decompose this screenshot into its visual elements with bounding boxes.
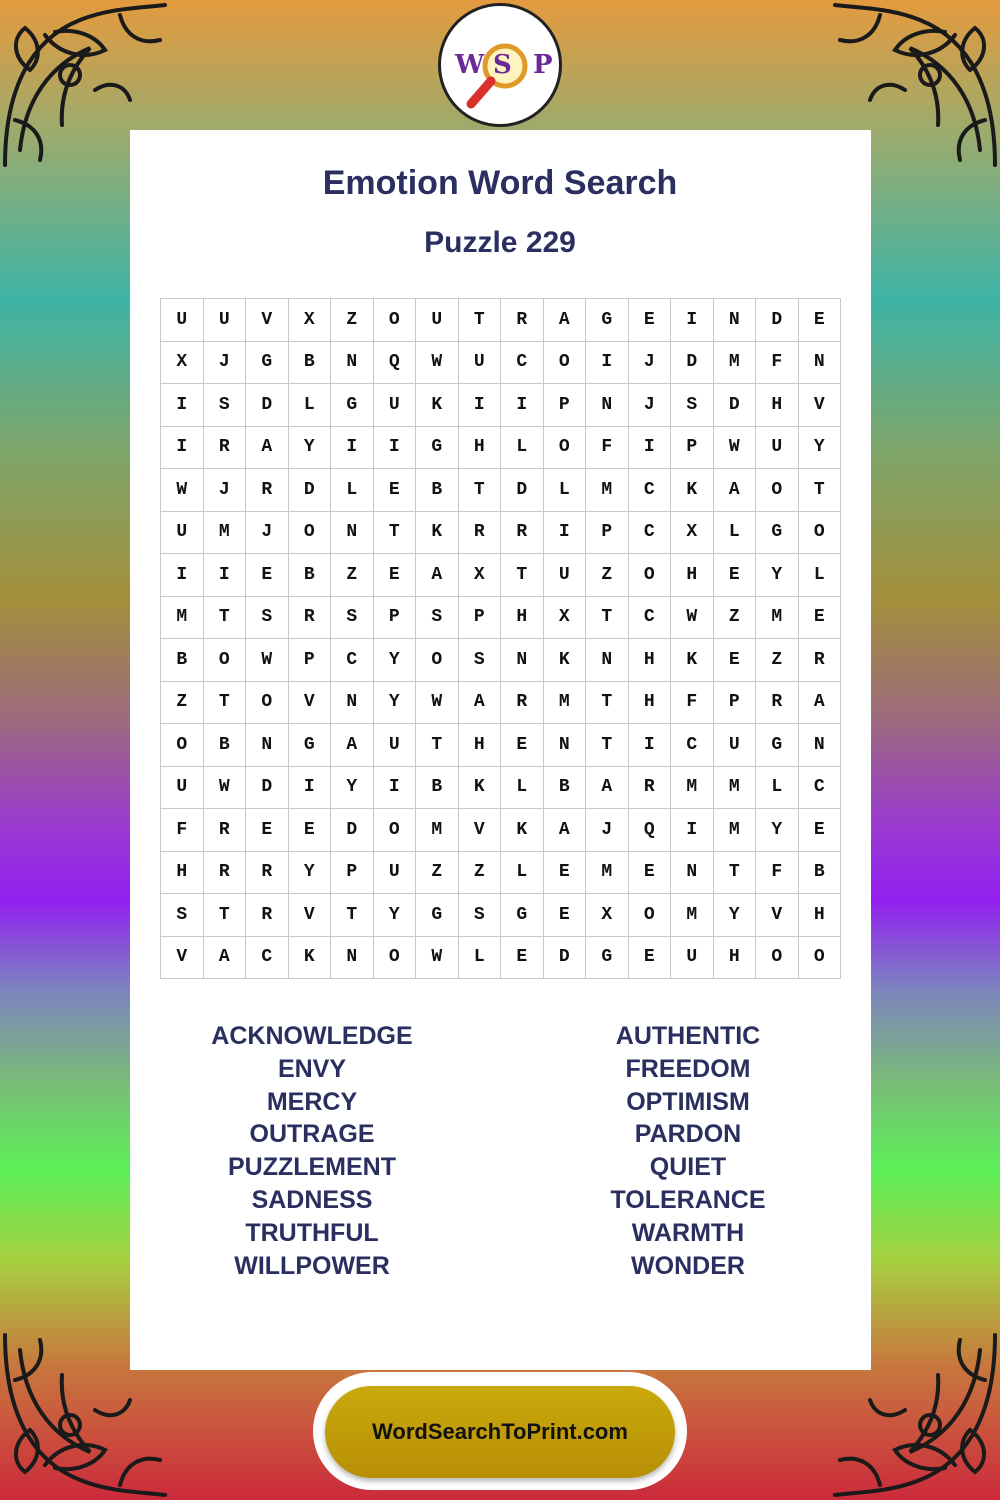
grid-cell[interactable]: O: [544, 427, 587, 470]
grid-cell[interactable]: I: [331, 427, 374, 470]
puzzle-number: Puzzle 229: [424, 226, 576, 259]
grid-cell[interactable]: Z: [714, 597, 757, 640]
grid-cell[interactable]: O: [289, 512, 332, 555]
word-list-item: TRUTHFUL: [245, 1218, 379, 1247]
grid-cell[interactable]: E: [629, 937, 672, 980]
grid-cell[interactable]: F: [756, 342, 799, 385]
grid-cell[interactable]: U: [416, 299, 459, 342]
grid-cell[interactable]: G: [586, 299, 629, 342]
grid-cell[interactable]: O: [246, 682, 289, 725]
grid-cell[interactable]: O: [374, 937, 417, 980]
grid-cell[interactable]: F: [756, 852, 799, 895]
grid-cell[interactable]: U: [714, 724, 757, 767]
grid-cell[interactable]: E: [246, 554, 289, 597]
grid-cell[interactable]: R: [246, 894, 289, 937]
grid-cell[interactable]: N: [544, 724, 587, 767]
grid-cell[interactable]: G: [586, 937, 629, 980]
grid-cell[interactable]: C: [629, 597, 672, 640]
grid-cell[interactable]: S: [331, 597, 374, 640]
grid-cell[interactable]: X: [459, 554, 502, 597]
grid-cell[interactable]: F: [671, 682, 714, 725]
grid-cell[interactable]: O: [756, 469, 799, 512]
grid-cell[interactable]: R: [289, 597, 332, 640]
grid-cell[interactable]: Y: [374, 639, 417, 682]
grid-cell[interactable]: S: [459, 894, 502, 937]
grid-cell[interactable]: E: [799, 299, 842, 342]
grid-cell[interactable]: I: [629, 724, 672, 767]
grid-cell[interactable]: P: [544, 384, 587, 427]
grid-cell[interactable]: H: [714, 937, 757, 980]
word-list-item: AUTHENTIC: [615, 1022, 761, 1050]
grid-cell[interactable]: L: [501, 427, 544, 470]
grid-cell[interactable]: R: [501, 682, 544, 725]
grid-cell[interactable]: Y: [289, 427, 332, 470]
grid-cell[interactable]: O: [374, 299, 417, 342]
word-list-item: FREEDOM: [625, 1054, 751, 1083]
grid-cell[interactable]: E: [544, 894, 587, 937]
grid-cell[interactable]: A: [416, 554, 459, 597]
grid-cell[interactable]: S: [161, 894, 204, 937]
grid-cell[interactable]: C: [671, 724, 714, 767]
grid-cell[interactable]: L: [544, 469, 587, 512]
grid-cell[interactable]: K: [416, 512, 459, 555]
grid-cell[interactable]: W: [416, 937, 459, 980]
grid-cell[interactable]: Z: [331, 554, 374, 597]
grid-cell[interactable]: U: [161, 767, 204, 810]
grid-cell[interactable]: E: [714, 554, 757, 597]
grid-cell[interactable]: D: [671, 342, 714, 385]
grid-cell[interactable]: K: [416, 384, 459, 427]
grid-cell[interactable]: R: [459, 512, 502, 555]
grid-cell[interactable]: L: [289, 384, 332, 427]
grid-cell[interactable]: T: [204, 894, 247, 937]
grid-cell[interactable]: T: [799, 469, 842, 512]
grid-cell[interactable]: W: [246, 639, 289, 682]
grid-cell[interactable]: K: [459, 767, 502, 810]
grid-cell[interactable]: A: [459, 682, 502, 725]
word-list-item: SADNESS: [251, 1185, 373, 1214]
grid-cell[interactable]: M: [544, 682, 587, 725]
logo-letter-p: P: [533, 50, 553, 80]
grid-cell[interactable]: Z: [586, 554, 629, 597]
grid-cell[interactable]: V: [799, 384, 842, 427]
grid-cell[interactable]: O: [756, 937, 799, 980]
grid-cell[interactable]: H: [629, 682, 672, 725]
grid-cell[interactable]: E: [289, 809, 332, 852]
grid-cell[interactable]: A: [204, 937, 247, 980]
grid-cell[interactable]: K: [501, 809, 544, 852]
grid-cell[interactable]: S: [671, 384, 714, 427]
grid-cell[interactable]: L: [756, 767, 799, 810]
grid-cell[interactable]: E: [544, 852, 587, 895]
grid-cell[interactable]: H: [756, 384, 799, 427]
logo-letter-s: S: [493, 50, 512, 80]
word-list-item: PUZZLEMENT: [227, 1153, 397, 1182]
grid-cell[interactable]: T: [416, 724, 459, 767]
grid-cell[interactable]: O: [629, 894, 672, 937]
grid-cell[interactable]: E: [799, 809, 842, 852]
grid-cell[interactable]: Q: [629, 809, 672, 852]
grid-cell[interactable]: T: [204, 682, 247, 725]
grid-cell[interactable]: O: [544, 342, 587, 385]
grid-cell[interactable]: I: [671, 299, 714, 342]
grid-cell[interactable]: N: [799, 342, 842, 385]
grid-cell[interactable]: M: [714, 809, 757, 852]
grid-cell[interactable]: I: [161, 554, 204, 597]
grid-cell[interactable]: J: [629, 384, 672, 427]
grid-cell[interactable]: T: [331, 894, 374, 937]
grid-cell[interactable]: V: [289, 894, 332, 937]
grid-cell[interactable]: B: [161, 639, 204, 682]
grid-cell[interactable]: P: [459, 597, 502, 640]
grid-cell[interactable]: X: [289, 299, 332, 342]
grid-cell[interactable]: I: [629, 427, 672, 470]
grid-cell[interactable]: T: [586, 682, 629, 725]
grid-cell[interactable]: K: [289, 937, 332, 980]
grid-cell[interactable]: Y: [756, 554, 799, 597]
word-list-item: QUIET: [649, 1153, 727, 1182]
grid-cell[interactable]: D: [246, 767, 289, 810]
grid-cell[interactable]: L: [331, 469, 374, 512]
grid-cell[interactable]: U: [756, 427, 799, 470]
page-title: Emotion Word Search: [322, 164, 678, 202]
grid-cell[interactable]: N: [586, 639, 629, 682]
grid-cell[interactable]: M: [756, 597, 799, 640]
grid-cell[interactable]: R: [629, 767, 672, 810]
grid-cell[interactable]: A: [714, 469, 757, 512]
grid-cell[interactable]: S: [246, 597, 289, 640]
grid-cell[interactable]: E: [246, 809, 289, 852]
word-list-item: MERCY: [266, 1087, 358, 1116]
grid-cell[interactable]: M: [714, 342, 757, 385]
letter-grid: [160, 298, 841, 979]
grid-cell[interactable]: R: [799, 639, 842, 682]
grid-cell[interactable]: H: [671, 554, 714, 597]
grid-cell[interactable]: L: [501, 852, 544, 895]
grid-cell[interactable]: G: [416, 894, 459, 937]
grid-cell[interactable]: N: [331, 937, 374, 980]
grid-cell[interactable]: T: [459, 469, 502, 512]
grid-cell[interactable]: O: [204, 639, 247, 682]
grid-cell[interactable]: K: [671, 469, 714, 512]
grid-cell[interactable]: R: [204, 852, 247, 895]
grid-cell[interactable]: U: [544, 554, 587, 597]
grid-cell[interactable]: Z: [756, 639, 799, 682]
grid-cell[interactable]: N: [714, 299, 757, 342]
grid-cell[interactable]: J: [204, 342, 247, 385]
grid-cell[interactable]: U: [671, 937, 714, 980]
grid-cell[interactable]: G: [756, 724, 799, 767]
grid-cell[interactable]: Z: [416, 852, 459, 895]
grid-cell[interactable]: G: [331, 384, 374, 427]
grid-cell[interactable]: M: [204, 512, 247, 555]
grid-cell[interactable]: D: [501, 469, 544, 512]
grid-cell[interactable]: C: [501, 342, 544, 385]
grid-cell[interactable]: R: [246, 469, 289, 512]
grid-cell[interactable]: R: [756, 682, 799, 725]
grid-cell[interactable]: E: [501, 724, 544, 767]
grid-cell[interactable]: C: [799, 767, 842, 810]
word-list-item: WILLPOWER: [234, 1251, 390, 1280]
word-list-item: WARMTH: [631, 1218, 745, 1247]
grid-cell[interactable]: X: [544, 597, 587, 640]
grid-cell[interactable]: X: [586, 894, 629, 937]
logo-letter-w: W: [455, 50, 485, 80]
grid-cell[interactable]: I: [161, 384, 204, 427]
grid-cell[interactable]: U: [204, 299, 247, 342]
grid-cell[interactable]: P: [714, 682, 757, 725]
grid-cell[interactable]: Y: [714, 894, 757, 937]
grid-cell[interactable]: B: [289, 554, 332, 597]
grid-cell[interactable]: B: [416, 767, 459, 810]
grid-cell[interactable]: E: [501, 937, 544, 980]
grid-cell[interactable]: G: [246, 342, 289, 385]
grid-cell[interactable]: L: [799, 554, 842, 597]
grid-cell[interactable]: Y: [756, 809, 799, 852]
grid-cell[interactable]: N: [331, 682, 374, 725]
site-link-button[interactable]: WordSearchToPrint.com: [325, 1386, 675, 1478]
grid-cell[interactable]: Y: [374, 682, 417, 725]
grid-cell[interactable]: R: [501, 299, 544, 342]
word-list-item: OUTRAGE: [249, 1120, 375, 1149]
grid-cell[interactable]: U: [161, 299, 204, 342]
grid-cell[interactable]: R: [246, 852, 289, 895]
grid-cell[interactable]: Z: [459, 852, 502, 895]
grid-cell[interactable]: N: [331, 342, 374, 385]
grid-cell[interactable]: U: [374, 852, 417, 895]
grid-cell[interactable]: E: [629, 852, 672, 895]
grid-cell[interactable]: T: [714, 852, 757, 895]
grid-cell[interactable]: A: [799, 682, 842, 725]
grid-cell[interactable]: R: [501, 512, 544, 555]
grid-cell[interactable]: C: [629, 469, 672, 512]
grid-cell[interactable]: F: [586, 427, 629, 470]
grid-cell[interactable]: I: [374, 767, 417, 810]
grid-cell[interactable]: N: [331, 512, 374, 555]
grid-cell[interactable]: N: [246, 724, 289, 767]
grid-cell[interactable]: N: [586, 384, 629, 427]
grid-cell[interactable]: W: [161, 469, 204, 512]
grid-cell[interactable]: H: [501, 597, 544, 640]
grid-cell[interactable]: L: [459, 937, 502, 980]
grid-cell[interactable]: O: [799, 512, 842, 555]
grid-cell[interactable]: M: [671, 767, 714, 810]
grid-cell[interactable]: G: [416, 427, 459, 470]
grid-cell[interactable]: G: [289, 724, 332, 767]
grid-cell[interactable]: D: [289, 469, 332, 512]
grid-cell[interactable]: D: [756, 299, 799, 342]
grid-cell[interactable]: P: [331, 852, 374, 895]
grid-cell[interactable]: H: [459, 427, 502, 470]
grid-cell[interactable]: V: [161, 937, 204, 980]
word-list-item: ACKNOWLEDGE: [211, 1022, 413, 1050]
grid-cell[interactable]: T: [459, 299, 502, 342]
grid-cell[interactable]: R: [204, 809, 247, 852]
word-list-item: WONDER: [631, 1251, 745, 1280]
grid-cell[interactable]: J: [204, 469, 247, 512]
grid-cell[interactable]: O: [629, 554, 672, 597]
grid-cell[interactable]: V: [289, 682, 332, 725]
grid-cell[interactable]: W: [671, 597, 714, 640]
grid-cell[interactable]: E: [629, 299, 672, 342]
grid-cell[interactable]: B: [416, 469, 459, 512]
grid-cell[interactable]: C: [246, 937, 289, 980]
grid-cell[interactable]: N: [671, 852, 714, 895]
grid-cell[interactable]: Z: [161, 682, 204, 725]
wsp-logo: [438, 3, 562, 127]
grid-cell[interactable]: M: [161, 597, 204, 640]
grid-cell[interactable]: X: [161, 342, 204, 385]
grid-cell[interactable]: I: [501, 384, 544, 427]
grid-cell[interactable]: M: [714, 767, 757, 810]
grid-cell[interactable]: I: [204, 554, 247, 597]
grid-cell[interactable]: M: [671, 894, 714, 937]
grid-cell[interactable]: P: [289, 639, 332, 682]
grid-cell[interactable]: D: [714, 384, 757, 427]
grid-cell[interactable]: B: [544, 767, 587, 810]
grid-cell[interactable]: S: [459, 639, 502, 682]
word-list-item: ENVY: [277, 1054, 347, 1083]
grid-cell[interactable]: H: [799, 894, 842, 937]
grid-cell[interactable]: I: [544, 512, 587, 555]
grid-cell[interactable]: O: [416, 639, 459, 682]
grid-cell[interactable]: H: [459, 724, 502, 767]
grid-cell[interactable]: B: [289, 342, 332, 385]
grid-cell[interactable]: M: [416, 809, 459, 852]
grid-cell[interactable]: K: [671, 639, 714, 682]
grid-cell[interactable]: N: [501, 639, 544, 682]
grid-cell[interactable]: A: [246, 427, 289, 470]
grid-cell[interactable]: J: [586, 809, 629, 852]
grid-cell[interactable]: U: [374, 384, 417, 427]
grid-cell[interactable]: E: [799, 597, 842, 640]
word-list-item: TOLERANCE: [610, 1185, 766, 1214]
grid-cell[interactable]: W: [416, 682, 459, 725]
grid-cell[interactable]: I: [459, 384, 502, 427]
grid-cell[interactable]: F: [161, 809, 204, 852]
grid-cell[interactable]: E: [374, 469, 417, 512]
grid-cell[interactable]: A: [544, 299, 587, 342]
grid-cell[interactable]: E: [374, 554, 417, 597]
grid-cell[interactable]: L: [501, 767, 544, 810]
grid-cell[interactable]: T: [374, 512, 417, 555]
grid-cell[interactable]: W: [714, 427, 757, 470]
grid-cell[interactable]: V: [246, 299, 289, 342]
grid-cell[interactable]: T: [501, 554, 544, 597]
grid-cell[interactable]: M: [586, 852, 629, 895]
grid-cell[interactable]: C: [629, 512, 672, 555]
grid-cell[interactable]: Y: [289, 852, 332, 895]
grid-cell[interactable]: E: [714, 639, 757, 682]
grid-cell[interactable]: A: [586, 767, 629, 810]
grid-cell[interactable]: Y: [374, 894, 417, 937]
grid-cell[interactable]: M: [586, 469, 629, 512]
grid-cell[interactable]: K: [544, 639, 587, 682]
grid-cell[interactable]: W: [204, 767, 247, 810]
grid-cell[interactable]: B: [204, 724, 247, 767]
grid-cell[interactable]: T: [586, 597, 629, 640]
grid-cell[interactable]: T: [204, 597, 247, 640]
grid-cell[interactable]: C: [331, 639, 374, 682]
word-list-item: PARDON: [634, 1120, 742, 1149]
word-list-item: OPTIMISM: [626, 1087, 750, 1116]
grid-cell[interactable]: U: [161, 512, 204, 555]
grid-cell[interactable]: I: [289, 767, 332, 810]
grid-cell[interactable]: I: [586, 342, 629, 385]
grid-cell[interactable]: I: [671, 809, 714, 852]
grid-cell[interactable]: P: [586, 512, 629, 555]
grid-cell[interactable]: Y: [331, 767, 374, 810]
grid-cell[interactable]: O: [799, 937, 842, 980]
grid-cell[interactable]: Q: [374, 342, 417, 385]
grid-cell[interactable]: I: [161, 427, 204, 470]
grid-cell[interactable]: B: [799, 852, 842, 895]
grid-cell[interactable]: D: [331, 809, 374, 852]
grid-cell[interactable]: U: [374, 724, 417, 767]
grid-cell[interactable]: D: [246, 384, 289, 427]
grid-cell[interactable]: Y: [799, 427, 842, 470]
grid-cell[interactable]: I: [374, 427, 417, 470]
grid-cell[interactable]: W: [416, 342, 459, 385]
grid-cell[interactable]: P: [671, 427, 714, 470]
grid-cell[interactable]: D: [544, 937, 587, 980]
grid-cell[interactable]: G: [501, 894, 544, 937]
word-list-left: [162, 1020, 462, 1282]
grid-cell[interactable]: G: [756, 512, 799, 555]
grid-cell[interactable]: J: [246, 512, 289, 555]
grid-cell[interactable]: H: [161, 852, 204, 895]
grid-cell[interactable]: N: [799, 724, 842, 767]
grid-cell[interactable]: L: [714, 512, 757, 555]
grid-cell[interactable]: J: [629, 342, 672, 385]
grid-cell[interactable]: A: [331, 724, 374, 767]
grid-cell[interactable]: R: [204, 427, 247, 470]
grid-cell[interactable]: S: [204, 384, 247, 427]
grid-cell[interactable]: A: [544, 809, 587, 852]
grid-cell[interactable]: O: [161, 724, 204, 767]
grid-cell[interactable]: P: [374, 597, 417, 640]
grid-cell[interactable]: V: [756, 894, 799, 937]
grid-cell[interactable]: U: [459, 342, 502, 385]
grid-cell[interactable]: T: [586, 724, 629, 767]
grid-cell[interactable]: X: [671, 512, 714, 555]
word-list-right: [538, 1020, 838, 1282]
grid-cell[interactable]: O: [374, 809, 417, 852]
grid-cell[interactable]: V: [459, 809, 502, 852]
grid-cell[interactable]: S: [416, 597, 459, 640]
grid-cell[interactable]: Z: [331, 299, 374, 342]
grid-cell[interactable]: H: [629, 639, 672, 682]
